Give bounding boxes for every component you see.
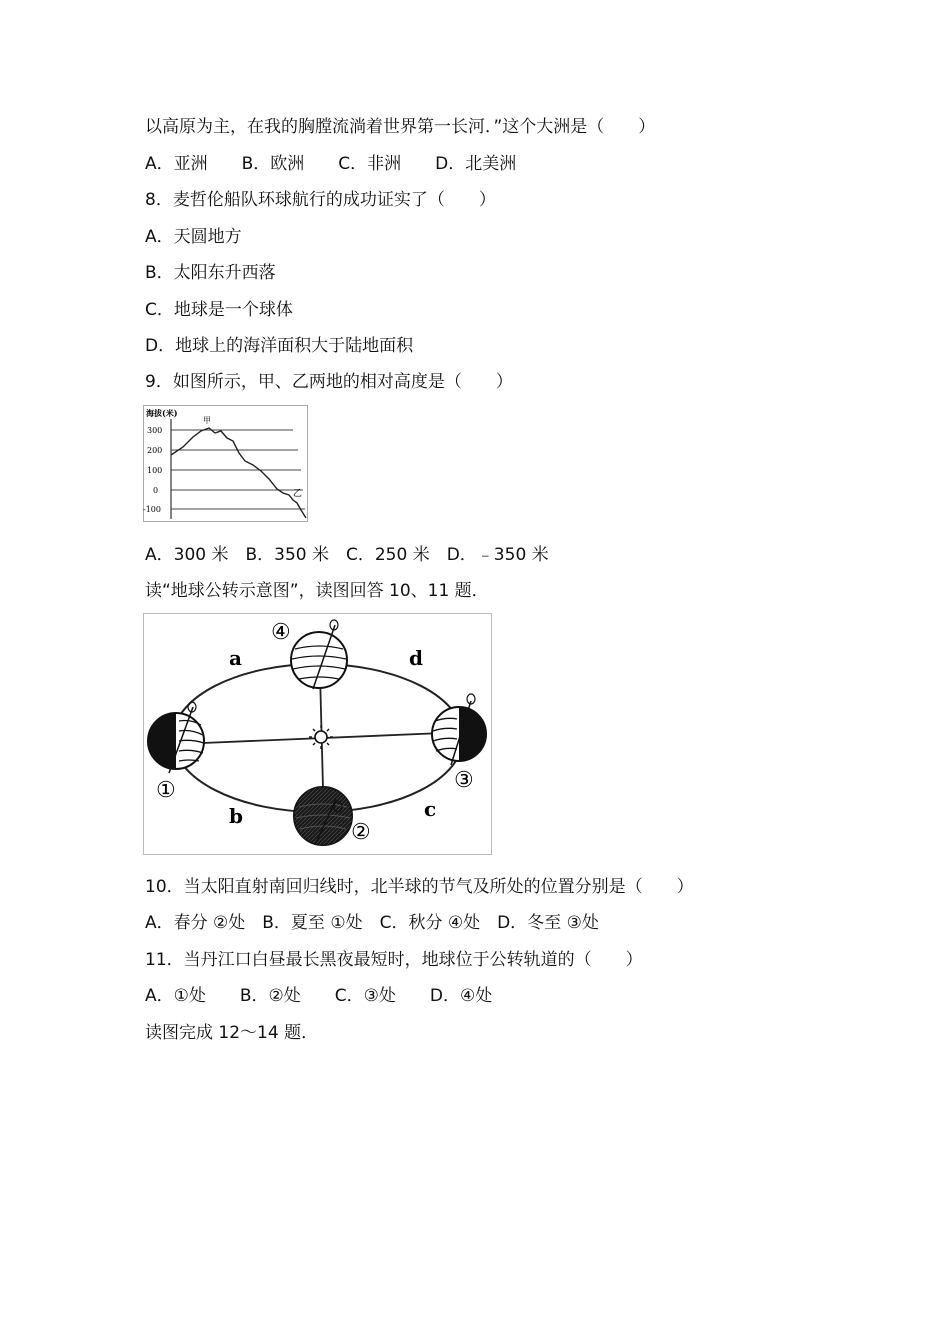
q8-option-d: D．地球上的海洋面积大于陆地面积 [145,336,414,356]
orbit-letter-c: c [424,797,437,821]
intro-12-14: 读图完成 12～14 题． [145,1023,319,1043]
q8-option-b: B．太阳东升西落 [145,263,276,283]
q10-options: A．春分 ②处 B．夏至 ①处 C．秋分 ④处 D．冬至 ③处 [145,913,599,933]
q11-options: A．①处 B．②处 C．③处 D．④处 [145,986,493,1006]
position-label-2: ② [351,820,371,845]
low-label: 乙 [293,489,303,499]
tick-300: 300 [147,426,163,435]
intro-10-11: 读“地球公转示意图”，读图回答 10、11 题． [145,581,489,601]
tick-minus100: -100 [143,505,161,514]
tick-100: 100 [147,466,163,475]
earth-orbit-figure [143,613,493,856]
q11-stem: 11．当丹江口白昼最长黑夜最短时，地球位于公转轨道的（ ） [145,950,643,970]
orbit-letter-a: a [229,646,242,670]
q8-option-a: A．天圆地方 [145,227,242,247]
q7-stem-tail: 以高原为主，在我的胸膛流淌着世界第一长河．”这个大洲是（ ） [145,117,656,137]
q8-option-c: C．地球是一个球体 [145,300,293,320]
earth-position-2 [294,787,352,845]
q10-stem: 10．当太阳直射南回归线时，北半球的节气及所处的位置分别是（ ） [145,877,694,897]
position-label-4: ④ [271,620,291,645]
q7-options: A．亚洲 B．欧洲 C．非洲 D．北美洲 [145,154,517,174]
q8-stem: 8．麦哲伦船队环球航行的成功证实了（ ） [145,190,496,210]
position-label-3: ③ [454,768,474,793]
orbit-letter-b: b [229,804,243,828]
tick-0: 0 [153,486,159,495]
elevation-profile-figure [143,405,309,523]
orbit-letter-d: d [409,646,423,670]
q9-stem: 9．如图所示，甲、乙两地的相对高度是（ ） [145,372,513,392]
position-label-1: ① [156,778,176,803]
axis-title: 海拔(米) [146,408,178,418]
q9-options: A．300 米 B．350 米 C．250 米 D．﹣350 米 [145,545,549,565]
tick-200: 200 [147,446,163,455]
peak-label: 甲 [203,416,211,425]
